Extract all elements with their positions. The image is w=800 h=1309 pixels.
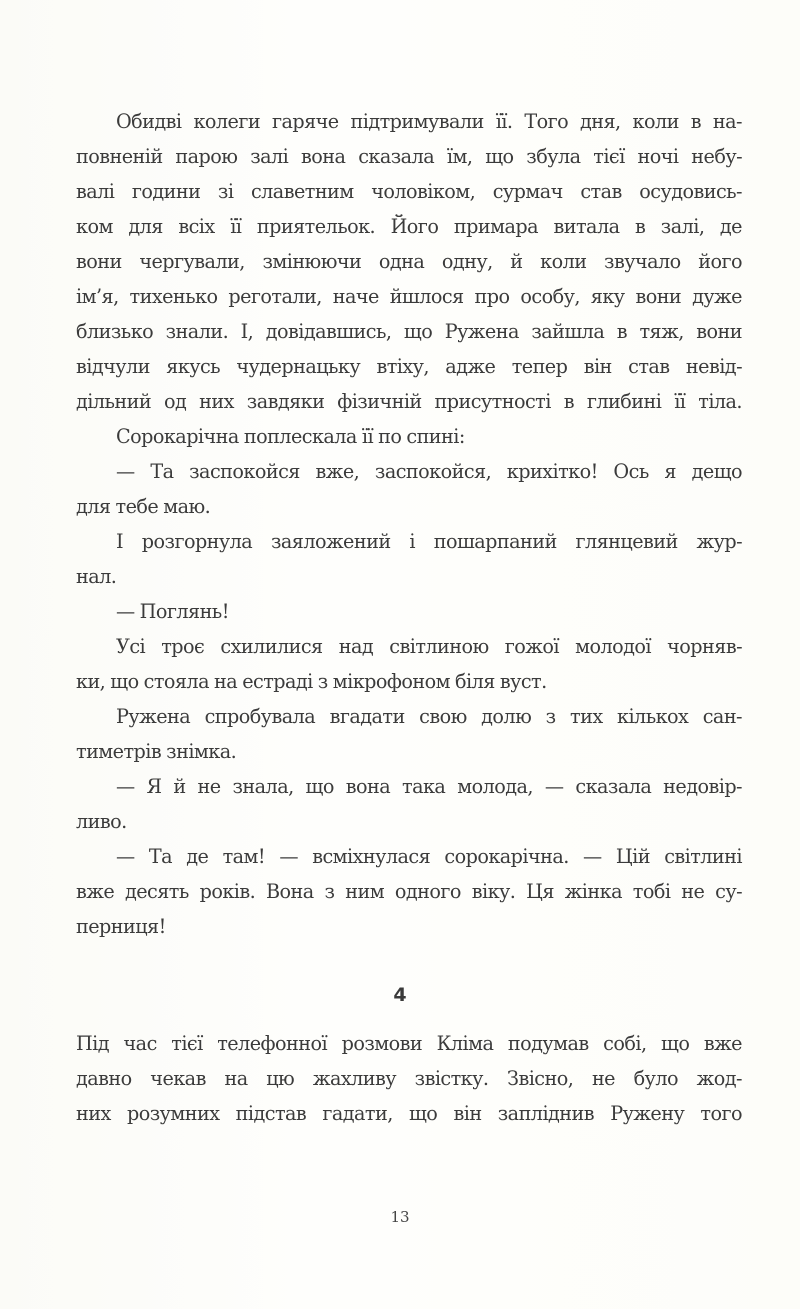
text-line: Під час тієї телефонної розмови Кліма подумав собі, що вже	[76, 1032, 742, 1055]
text-line: І розгорнула заяложений і пошарпаний глянцевий жур-	[116, 530, 742, 553]
text-line: вже десять років. Вона з ним одного віку. Ця жінка тобі не су-	[76, 880, 742, 903]
text-line: — Та заспокойся вже, заспокойся, крихітко! Ось я дещо	[116, 460, 742, 483]
text-line: валі години зі славетним чоловіком, сурмач став осудовись-	[76, 180, 742, 203]
text-line: ливо.	[76, 810, 127, 833]
text-line: перниця!	[76, 915, 166, 938]
text-line: для тебе маю.	[76, 495, 211, 518]
text-line: Обидві колеги гаряче підтримували її. Того дня, коли в на-	[116, 110, 742, 133]
text-line: Ружена спробувала вгадати свою долю з тих кількох сан-	[116, 705, 742, 728]
text-line: — Поглянь!	[116, 600, 229, 623]
text-line: — Та де там! — всміхнулася сорокарічна. — Цій світлині	[116, 845, 742, 868]
text-line: близько знали. І, довідавшись, що Ружена зайшла в тяж, вони	[76, 320, 742, 343]
text-line: нал.	[76, 565, 117, 588]
text-line: ком для всіх її приятельок. Його примара витала в залі, де	[76, 215, 742, 238]
page-number: 13	[390, 1208, 410, 1226]
text-line: них розумних підстав гадати, що він запліднив Ружену того	[76, 1102, 742, 1125]
text-line: дільний од них завдяки фізичній присутності в глибині її тіла.	[76, 390, 742, 413]
text-line: тиметрів знімка.	[76, 740, 237, 763]
text-line: Сорокарічна поплескала її по спині:	[116, 425, 465, 448]
text-line: ки, що стояла на естраді з мікрофоном біля вуст.	[76, 670, 547, 693]
text-section-before-chapter	[76, 104, 742, 944]
text-line: Усі троє схилилися над світлиною гожої молодої чорняв-	[116, 635, 742, 658]
text-line: вони чергували, змінюючи одна одну, й коли звучало його	[76, 250, 742, 273]
text-line: повненій парою залі вона сказала їм, що збула тієї ночі небу-	[76, 145, 742, 168]
text-line: відчули якусь чудернацьку втіху, адже тепер він став невід-	[76, 355, 742, 378]
text-line: — Я й не знала, що вона така молода, — сказала недовір-	[116, 775, 742, 798]
text-line: давно чекав на цю жахливу звістку. Звісно, не було жод-	[76, 1067, 742, 1090]
text-line: ім’я, тихенько реготали, наче йшлося про особу, яку вони дуже	[76, 285, 742, 308]
text-section-chapter-4	[76, 1026, 742, 1131]
chapter-number: 4	[393, 984, 407, 1006]
